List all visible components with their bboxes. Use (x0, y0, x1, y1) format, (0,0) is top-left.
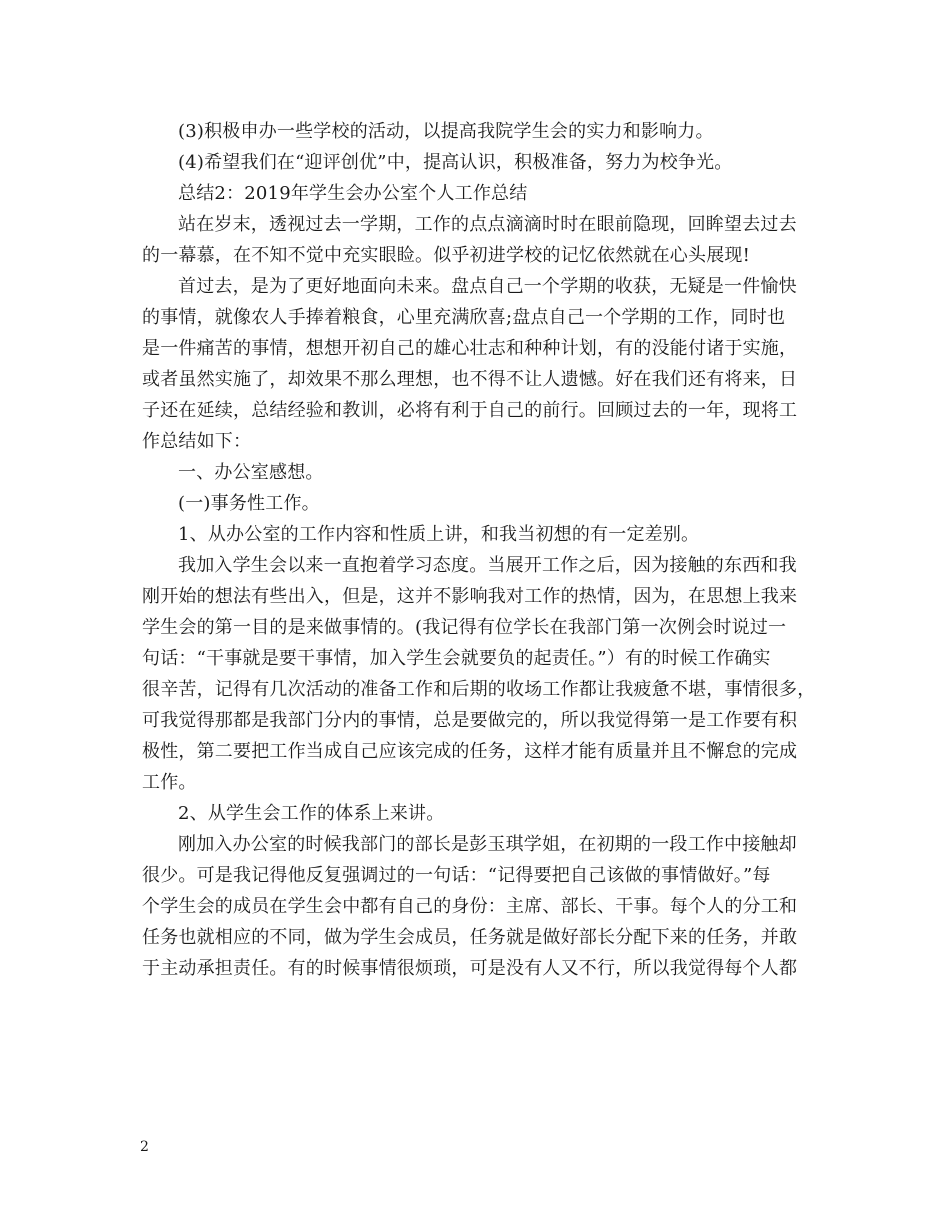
numbered-heading: 1、从办公室的工作内容和性质上讲，和我当初想的有一定差别。 (178, 524, 700, 545)
text-line: 于主动承担责任。有的时候事情很烦琐，可是没有人又不行，所以我觉得每个人都 (142, 958, 798, 979)
text-line: 个学生会的成员在学生会中都有自己的身份：主席、部长、干事。每个人的分工和 (142, 896, 798, 917)
text-line: 任务也就相应的不同，做为学生会成员，任务就是做好部长分配下来的任务，并敢 (142, 927, 798, 948)
text-line: (4)希望我们在“迎评创优”中，提高认识，积极准备，努力为校争光。 (178, 152, 733, 173)
section-heading: 总结2：2019年学生会办公室个人工作总结 (178, 183, 528, 204)
text-line: 首过去，是为了更好地面向未来。盘点自己一个学期的收获，无疑是一件愉快 (178, 276, 797, 297)
text-line: 的一幕慕，在不知不觉中充实眼睑。似乎初进学校的记忆依然就在心头展现! (142, 245, 751, 266)
text-line: 子还在延续，总结经验和教训，必将有利于自己的前行。回顾过去的一年，现将工 (142, 400, 798, 421)
text-line: 刚开始的想法有些出入，但是，这并不影响我对工作的热情，因为，在思想上我来 (142, 586, 798, 607)
text-line: 的事情，就像农人手捧着粮食，心里充满欣喜;盘点自己一个学期的工作，同时也 (142, 307, 786, 328)
text-line: 或者虽然实施了，却效果不那么理想，也不得不让人遗憾。好在我们还有将来，日 (142, 369, 798, 390)
text-line: 是一件痛苦的事情，想想开初自己的雄心壮志和种种计划，有的没能付诸于实施， (142, 338, 798, 359)
text-line: 我加入学生会以来一直抱着学习态度。当展开工作之后，因为接触的东西和我 (178, 555, 797, 576)
document-body (142, 116, 822, 984)
text-line: 工作。 (142, 772, 197, 793)
numbered-heading: 2、从学生会工作的体系上来讲。 (178, 803, 445, 824)
text-line: 刚加入办公室的时候我部门的部长是彭玉琪学姐，在初期的一段工作中接触却 (178, 834, 797, 855)
text-line: 极性，第二要把工作当成自己应该完成的任务，这样才能有质量并且不懈怠的完成 (142, 741, 798, 762)
text-line: 句话：“干事就是要干事情，加入学生会就要负的起责任。”）有的时候工作确实 (142, 648, 771, 669)
text-line: 学生会的第一目的是来做事情的。(我记得有位学长在我部门第一次例会时说过一 (142, 617, 787, 638)
text-line: 作总结如下： (142, 431, 252, 452)
page-number: 2 (140, 1139, 149, 1155)
text-line: 很辛苦，记得有几次活动的准备工作和后期的收场工作都让我疲惫不堪，事情很多， (142, 679, 816, 700)
section-heading: 一、办公室感想。 (178, 462, 324, 483)
text-line: 很少。可是我记得他反复强调过的一句话：“记得要把自己该做的事情做好。”每 (142, 865, 771, 886)
text-line: (3)积极申办一些学校的活动，以提高我院学生会的实力和影响力。 (178, 121, 714, 142)
text-line: 站在岁末，透视过去一学期，工作的点点滴滴时时在眼前隐现，回眸望去过去 (178, 214, 797, 235)
text-line: 可我觉得那都是我部门分内的事情，总是要做完的，所以我觉得第一是工作要有积 (142, 710, 798, 731)
subsection-heading: (一)事务性工作。 (178, 493, 320, 514)
